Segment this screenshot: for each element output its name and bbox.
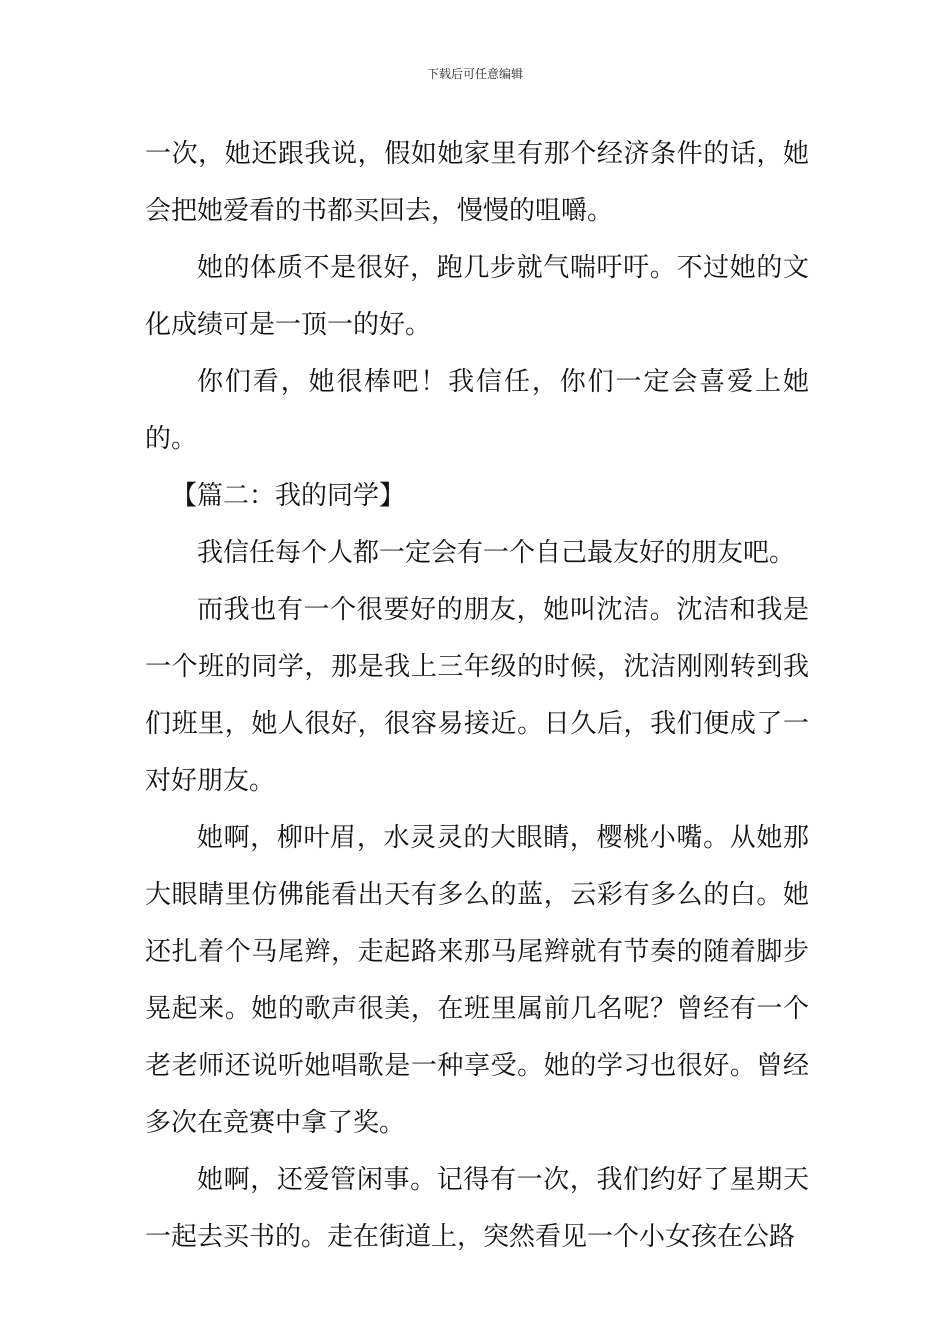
paragraph: 她的体质不是很好，跑几步就气喘吁吁。不过她的文化成绩可是一顶一的好。 — [145, 253, 809, 340]
section-heading: 【篇二：我的同学】 — [171, 481, 406, 511]
paragraph: 她啊，还爱管闲事。记得有一次，我们约好了星期天一起去买书的。走在街道上，突然看见一个小女孩在公路 — [145, 1165, 809, 1252]
paragraph-continuation: 一次，她还跟我说，假如她家里有那个经济条件的话，她会把她爱看的书都买回去，慢慢的咀嚼。 — [145, 139, 809, 226]
paragraph: 而我也有一个很要好的朋友，她叫沈洁。沈洁和我是一个班的同学，那是我上三年级的时候，沈洁刚刚转到我们班里，她人很好，很容易接近。日久后，我们便成了一对好朋友。 — [145, 595, 809, 796]
page-header-note: 下载后可任意编辑 — [426, 67, 523, 81]
document-body — [145, 126, 809, 1266]
paragraph: 我信任每个人都一定会有一个自己最友好的朋友吧。 — [197, 538, 796, 568]
paragraph: 你们看，她很棒吧！我信任，你们一定会喜爱上她的。 — [145, 367, 809, 454]
paragraph: 她啊，柳叶眉，水灵灵的大眼睛，樱桃小嘴。从她那大眼睛里仿佛能看出天有多么的蓝，云彩有多么的白。她还扎着个马尾辫，走起路来那马尾辫就有节奏的随着脚步晃起来。她的歌声很美，在班里属前几名呢？曾经有一个老老师还说听她唱歌是一种享受。她的学习也很好。曾经多次在竞赛中拿了奖。 — [145, 823, 809, 1138]
